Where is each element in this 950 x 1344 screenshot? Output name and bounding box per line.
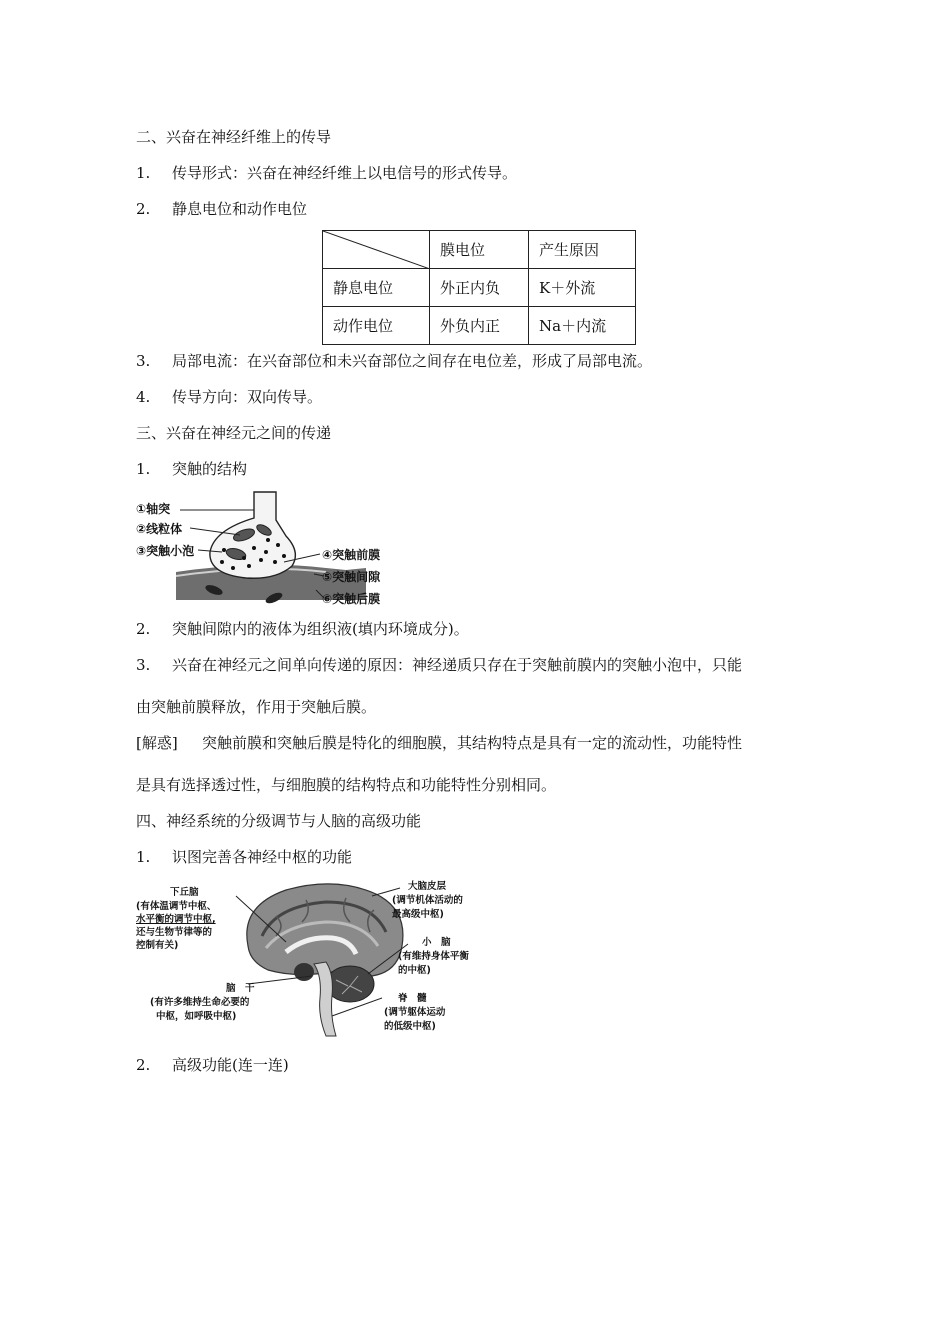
table-cell: 动作电位 <box>323 307 430 345</box>
item-text: 突触的结构 <box>172 460 248 478</box>
table-cell: K＋外流 <box>529 269 636 307</box>
item-number: 3. <box>136 656 151 674</box>
item-text: 兴奋在神经元之间单向传递的原因：神经递质只存在于突触前膜内的突触小泡中，只能 <box>172 656 743 674</box>
hypothalamus-line: 控制有关) <box>136 940 179 951</box>
synaptic-cleft-label: ⑤突触间隙 <box>322 570 381 584</box>
table-cell: Na＋内流 <box>529 307 636 345</box>
spinal-cord-line: (调节躯体运动 <box>384 1007 446 1018</box>
list-item <box>136 458 247 480</box>
synapse-figure <box>136 490 406 610</box>
table-cell: 外正内负 <box>430 269 529 307</box>
postsynaptic-membrane-label: ⑥突触后膜 <box>322 592 381 606</box>
note-text: 突触前膜和突触后膜是特化的细胞膜，其结构特点是具有一定的流动性，功能特性 <box>202 734 743 752</box>
table-header: 膜电位 <box>430 231 529 269</box>
spinal-cord-line: 的低级中枢) <box>384 1021 436 1032</box>
item-text: 传导形式：兴奋在神经纤维上以电信号的形式传导。 <box>172 164 518 182</box>
note-paragraph <box>136 732 742 754</box>
item-text: 识图完善各神经中枢的功能 <box>172 848 353 866</box>
list-item-continued: 由突触前膜释放，作用于突触后膜。 <box>136 698 377 716</box>
item-number: 2. <box>136 1056 151 1074</box>
list-item <box>136 654 742 676</box>
mitochondria-label: ②线粒体 <box>136 522 183 536</box>
section-title: 四、神经系统的分级调节与人脑的高级功能 <box>136 812 422 830</box>
hypothalamus-title: 下丘脑 <box>170 887 199 898</box>
cortex-title: 大脑皮层 <box>408 881 447 892</box>
presynaptic-membrane-label: ④突触前膜 <box>322 548 381 562</box>
list-item <box>136 1054 289 1076</box>
list-item <box>136 386 322 408</box>
table-row <box>323 269 636 307</box>
cortex-line: (调节机体活动的 <box>392 895 463 906</box>
list-item <box>136 618 469 640</box>
item-text: 突触间隙内的液体为组织液(填内环境成分)。 <box>172 620 469 638</box>
hypothalamus-line: 水平衡的调节中枢, <box>136 914 216 925</box>
item-number: 4. <box>136 388 151 406</box>
hypothalamus-line: (有体温调节中枢、 <box>136 901 217 912</box>
brainstem-line: (有许多维持生命必要的 <box>150 997 250 1008</box>
table-header: 产生原因 <box>529 231 636 269</box>
list-item <box>136 198 307 220</box>
table-row <box>323 231 636 269</box>
section-title: 三、兴奋在神经元之间的传递 <box>136 424 332 442</box>
item-number: 3. <box>136 352 151 370</box>
item-text: 传导方向：双向传导。 <box>172 388 323 406</box>
list-item <box>136 846 352 868</box>
item-number: 2. <box>136 200 151 218</box>
item-number: 2. <box>136 620 151 638</box>
note-tag: [解惑] <box>136 734 178 752</box>
diagonal-line <box>323 231 430 269</box>
cerebellum-line: 的中枢) <box>398 965 431 976</box>
list-item <box>136 350 652 372</box>
cortex-line: 最高级中枢) <box>392 909 444 920</box>
item-text: 局部电流：在兴奋部位和未兴奋部位之间存在电位差，形成了局部电流。 <box>172 352 653 370</box>
brainstem-title: 脑 干 <box>226 983 255 994</box>
vesicle-label: ③突触小泡 <box>136 544 195 558</box>
axon-label: ①轴突 <box>136 502 171 516</box>
note-continued: 是具有选择透过性，与细胞膜的结构特点和功能特性分别相同。 <box>136 776 557 794</box>
spinal-cord-title: 脊 髓 <box>398 993 427 1004</box>
brain-figure <box>136 876 496 1042</box>
item-number: 1. <box>136 460 151 478</box>
section-title: 二、兴奋在神经纤维上的传导 <box>136 128 332 146</box>
cerebellum-title: 小 脑 <box>422 937 451 948</box>
item-number: 1. <box>136 164 151 182</box>
item-text: 高级功能(连一连) <box>172 1056 289 1074</box>
hypothalamus-line: 还与生物节律等的 <box>136 927 213 938</box>
item-number: 1. <box>136 848 151 866</box>
table-cell: 外负内正 <box>430 307 529 345</box>
table-cell: 静息电位 <box>323 269 430 307</box>
item-text: 静息电位和动作电位 <box>172 200 308 218</box>
brainstem-line: 中枢，如呼吸中枢) <box>156 1011 237 1022</box>
table-row <box>323 307 636 345</box>
potential-table <box>322 230 636 345</box>
list-item <box>136 162 517 184</box>
cerebellum-line: (有维持身体平衡 <box>398 951 469 962</box>
diagonal-header-cell <box>323 231 430 269</box>
